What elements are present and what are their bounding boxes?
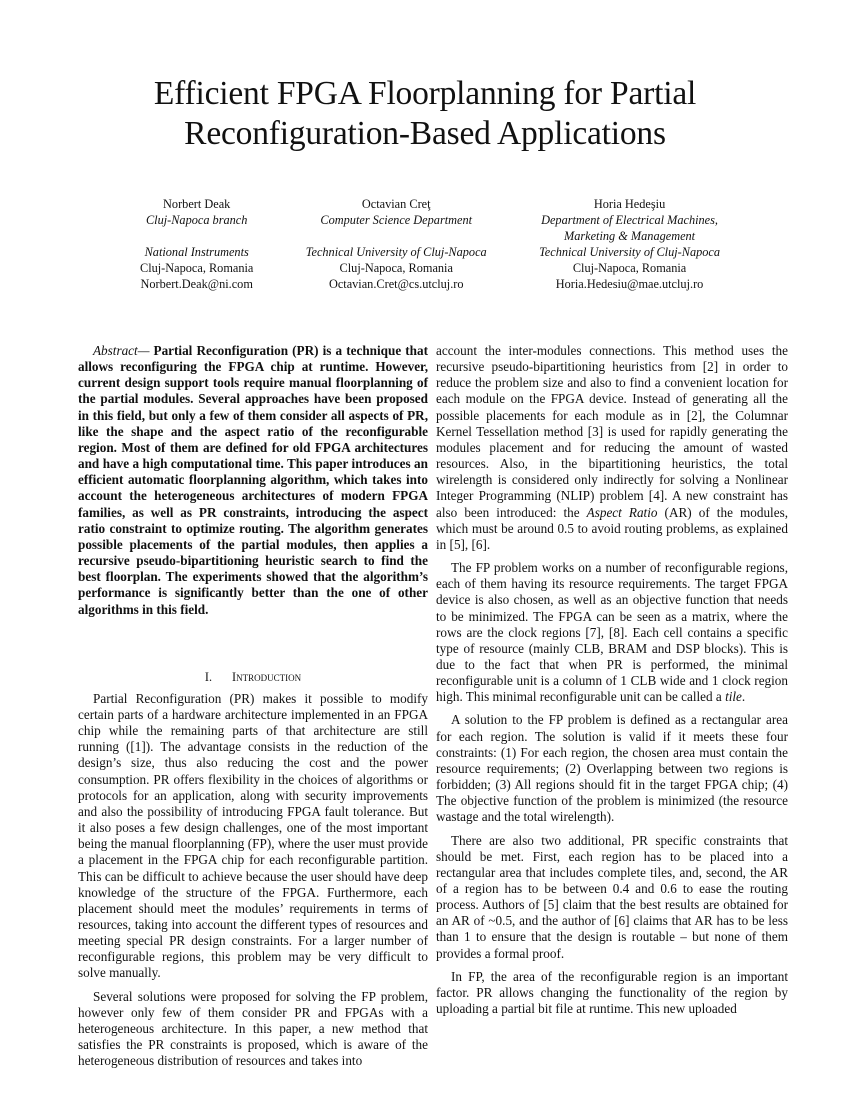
aspect-ratio-term: Aspect Ratio [586,504,658,520]
author-email[interactable]: Horia.Hedesiu@mae.utcluj.ro [555,277,704,291]
author-email[interactable]: Octavian.Cret@cs.utcluj.ro [328,277,464,291]
intro-paragraph-6: In FP, the area of the reconfigurable region is an important factor. PR allows changing the functionality of the region by uploading a partial bit file at runtime. This new uploaded [436,968,788,1017]
author-name: Octavian Creţ [361,197,431,211]
author-name: Horia Hedeşiu [593,197,666,211]
intro-paragraph-4: A solution to the FP problem is defined as a rectangular area for each region. The solution is valid if it meets these four constraints: (1) For each region, the chosen area must contain the resource requirements; (2) Overlapping between two regions is forbidden; (3) All regions should fit in the target FPGA chip; (4) The objective function of the problem is minimized (the resource wastage and the total wirelength). [436,712,788,825]
title-line-2: Reconfiguration-Based Applications [184,115,666,152]
author-organization: Technical University of Cluj-Napoca [305,245,487,259]
author-email[interactable]: Norbert.Deak@ni.com [140,277,253,291]
author-1 [140,196,253,292]
author-organization: Technical University of Cluj-Napoca [539,245,720,259]
author-name: Norbert Deak [163,197,231,211]
section-number: I. [204,669,213,684]
intro-paragraph-5: There are also two additional, PR specific constraints that should be met. First, each region has to be placed into a rectangular area that includes complete tiles, and, second, the AR of a region has to be between 0.4 and 0.6 to ease the routing process. Authors of [5] claim that the best results are obtained for an AR of ~0.5, and the author of [6] claims that AR has to be less than 1 to ensure that the design is routable – but none of them provides a formal proof. [436,832,788,961]
author-block [140,196,720,292]
intro-paragraph-2: Several solutions were proposed for solving the FP problem, however only few of them consider PR and FPGAs with a heterogeneous architecture. In this paper, a new method that satisfies the PR constraints is proposed, which is aware of the heterogeneous distribution of resources and takes into [78,988,428,1069]
author-location: Cluj-Napoca, Romania [572,261,687,275]
left-column [78,343,428,1076]
author-3 [539,196,720,292]
intro-paragraph-2-continued: account the inter-modules connections. This method uses the recursive pseudo-bipartitioning heuristics from [2] in order to reduce the problem size and also to find a convenient location for each module on the FPGA device. Instead of generating all the possible placements for each module as in [2], the Columnar Kernel Tessellation method [3] is used for rapidly generating the modules placement and for reducing the amount of wasted resources. Also, in the bipartitioning heuristics, the total wirelength is considered only indirectly for solving a Nonlinear Integer Programming (NLIP) problem [4]. A new constraint has also been introduced: the Aspect Ratio (AR) of the modules, which must be around 0.5 to avoid routing problems, as explained in [5], [6]. [436,343,788,552]
abstract-text: Partial Reconfiguration (PR) is a technique that allows reconfiguring the FPGA chip at runtime. However, current design support tools require manual floorplanning of the partial modules. Several approaches have been proposed in this field, but only a few of them consider all aspects of PR, like the shape and the aspect ratio of the reconfigurable region. Most of them are defined for old FPGA architectures and have a high computational time. This paper introduces an efficient automatic floorplanning algorithm, which takes into account the heterogeneous architectures of modern FPGA families, as well as PR constraints, introducing the aspect ratio constraint to optimize routing. The algorithm generates possible placements of the partial modules, then applies a recursive pseudo-bipartitioning heuristic search to find the best floorplan. The experiments showed that the algorithm’s performance is significantly better than the one of other algorithms in this field. [78,343,428,617]
section-title: Introduction [232,669,302,684]
abstract-label: Abstract— [93,343,150,358]
author-affiliation: Computer Science Department [320,213,473,227]
intro-paragraph-3: The FP problem works on a number of reconfigurable regions, each of them having its resource requirements. The target FPGA device is also chosen, as well as an objective function that needs to be minimized. The FPGA can be seen as a matrix, where the rows are the clock regions [7], [8]. Each cell contains a specific type of resource (mainly CLB, BRAM and DSP blocks). This is due to the fact that when PR is performed, the minimal reconfigurable unit is a column of 1 CLB wide and 1 clock region high. This minimal reconfigurable unit can be called a tile. [436,560,788,705]
tile-term: tile [725,689,742,705]
right-column [436,343,788,1024]
author-organization: National Instruments [144,245,249,259]
author-location: Cluj-Napoca, Romania [339,261,453,275]
section-heading-introduction [78,669,428,685]
author-affiliation: Department of Electrical Machines, [541,213,718,227]
abstract [78,343,428,618]
author-affiliation: Cluj-Napoca branch [145,213,248,227]
author-affiliation-line-2: Marketing & Management [563,229,696,243]
intro-paragraph-1: Partial Reconfiguration (PR) makes it possible to modify certain parts of a hardware architecture implemented in an FPGA chip while the remaining parts of that architecture are still running ([1]). The advantage consists in the reduction of the design’s size, thus also reducing the cost and the power consumption. PR offers flexibility in the choices of algorithms or protocols for an application, along with security improvements and also the possibility of introducing FPGA fault tolerance. But it also poses a few design challenges, one of the most important being the manual floorplanning (FP), where the user must provide a placement in the FPGA chip for each reconfigurable partition. This can be difficult to achieve because the user should have deep knowledge of the structure of the FPGA. Furthermore, each placement should meet the modules’ requirements in terms of resources, taking into account the different types of resources and meeting special PR design constraints. For a larger number of reconfigurable regions, this problem may be very difficult to solve manually. [78,690,428,981]
paper-title [0,74,850,154]
title-line-1: Efficient FPGA Floorplanning for Partial [153,75,697,112]
author-location: Cluj-Napoca, Romania [140,261,254,275]
author-2 [306,196,487,292]
